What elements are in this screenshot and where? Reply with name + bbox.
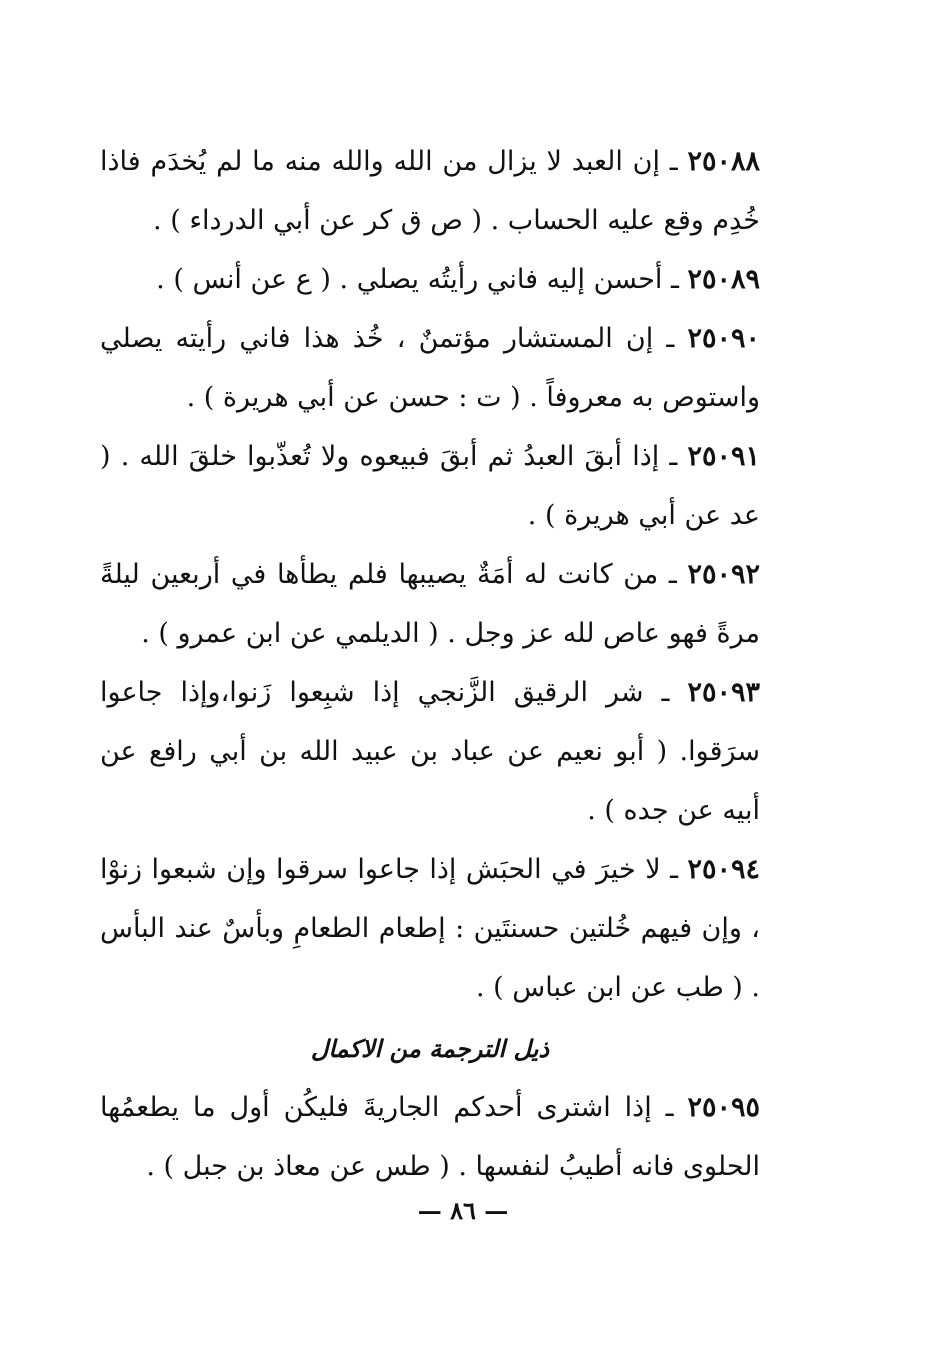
hadith-number: ٢٥٠٨٩	[687, 264, 760, 295]
hadith-number: ٢٥٠٩١	[687, 441, 760, 472]
hadith-text: ـ لا خيرَ في الحبَش إذا جاعوا سرقوا وإن شبعوا زنوْا ، وإن فيهم خُلتين حسنتَين : إطعام الطعامِ وبأسٌ عند البأس . ( طب عن ابن عباس ) .	[100, 854, 760, 1003]
hadith-entry	[100, 427, 760, 545]
hadith-number: ٢٥٠٩٠	[687, 323, 760, 354]
hadith-number: ٢٥٠٩٤	[687, 854, 760, 885]
section-heading: ذيل الترجمة من الاكمال	[310, 1034, 550, 1063]
hadith-text: ـ أحسن إليه فاني رأيتُه يصلي . ( ع عن أنس ) .	[156, 264, 688, 295]
hadith-text: ـ إن المستشار مؤتمنٌ ، خُذ هذا فاني رأيته يصلي واستوص به معروفاً . ( ت : حسن عن أبي هريرة ) .	[100, 323, 760, 413]
hadith-number: ٢٥٠٩٥	[687, 1092, 760, 1123]
hadith-entry	[100, 1078, 760, 1196]
hadith-entry	[100, 663, 760, 840]
hadith-text: ـ إن العبد لا يزال من الله والله منه ما لم يُخدَم فاذا خُدِم وقع عليه الحساب . ( ص ق كر عن أبي الدرداء ) .	[100, 146, 760, 236]
hadith-entry	[100, 545, 760, 663]
hadith-entry	[100, 840, 760, 1017]
hadith-text: ـ شر الرقيق الزَّنجي إذا شبِعوا زَنوا،وإذا جاعوا سرَقوا. ( أبو نعيم عن عباد بن عبيد الله بن أبي رافع عن أبيه عن جده ) .	[100, 677, 760, 826]
hadith-entry	[100, 309, 760, 427]
hadith-text: ـ إذا اشترى أحدكم الجاريةَ فليكُن أول ما يطعمُها الحلوى فانه أطيبُ لنفسها . ( طس عن معاذ بن جبل ) .	[100, 1092, 760, 1182]
hadith-entry	[100, 250, 760, 309]
hadith-text-block	[100, 132, 760, 1196]
hadith-text: ـ إذا أبقَ العبدُ ثم أبقَ فبيعوه ولا تُعذّبوا خلقَ الله . ( عد عن أبي هريرة ) .	[100, 441, 760, 531]
hadith-number: ٢٥٠٨٨	[687, 146, 760, 177]
hadith-text: ـ من كانت له أمَةٌ يصيبها فلم يطأها في أربعين ليلةً مرةً فهو عاص لله عز وجل . ( الديلمي عن ابن عمرو ) .	[100, 559, 760, 649]
hadith-entry	[100, 132, 760, 250]
page-number: — ٨٦ —	[417, 1196, 509, 1225]
hadith-number: ٢٥٠٩٢	[687, 559, 760, 590]
hadith-number: ٢٥٠٩٣	[687, 677, 760, 708]
